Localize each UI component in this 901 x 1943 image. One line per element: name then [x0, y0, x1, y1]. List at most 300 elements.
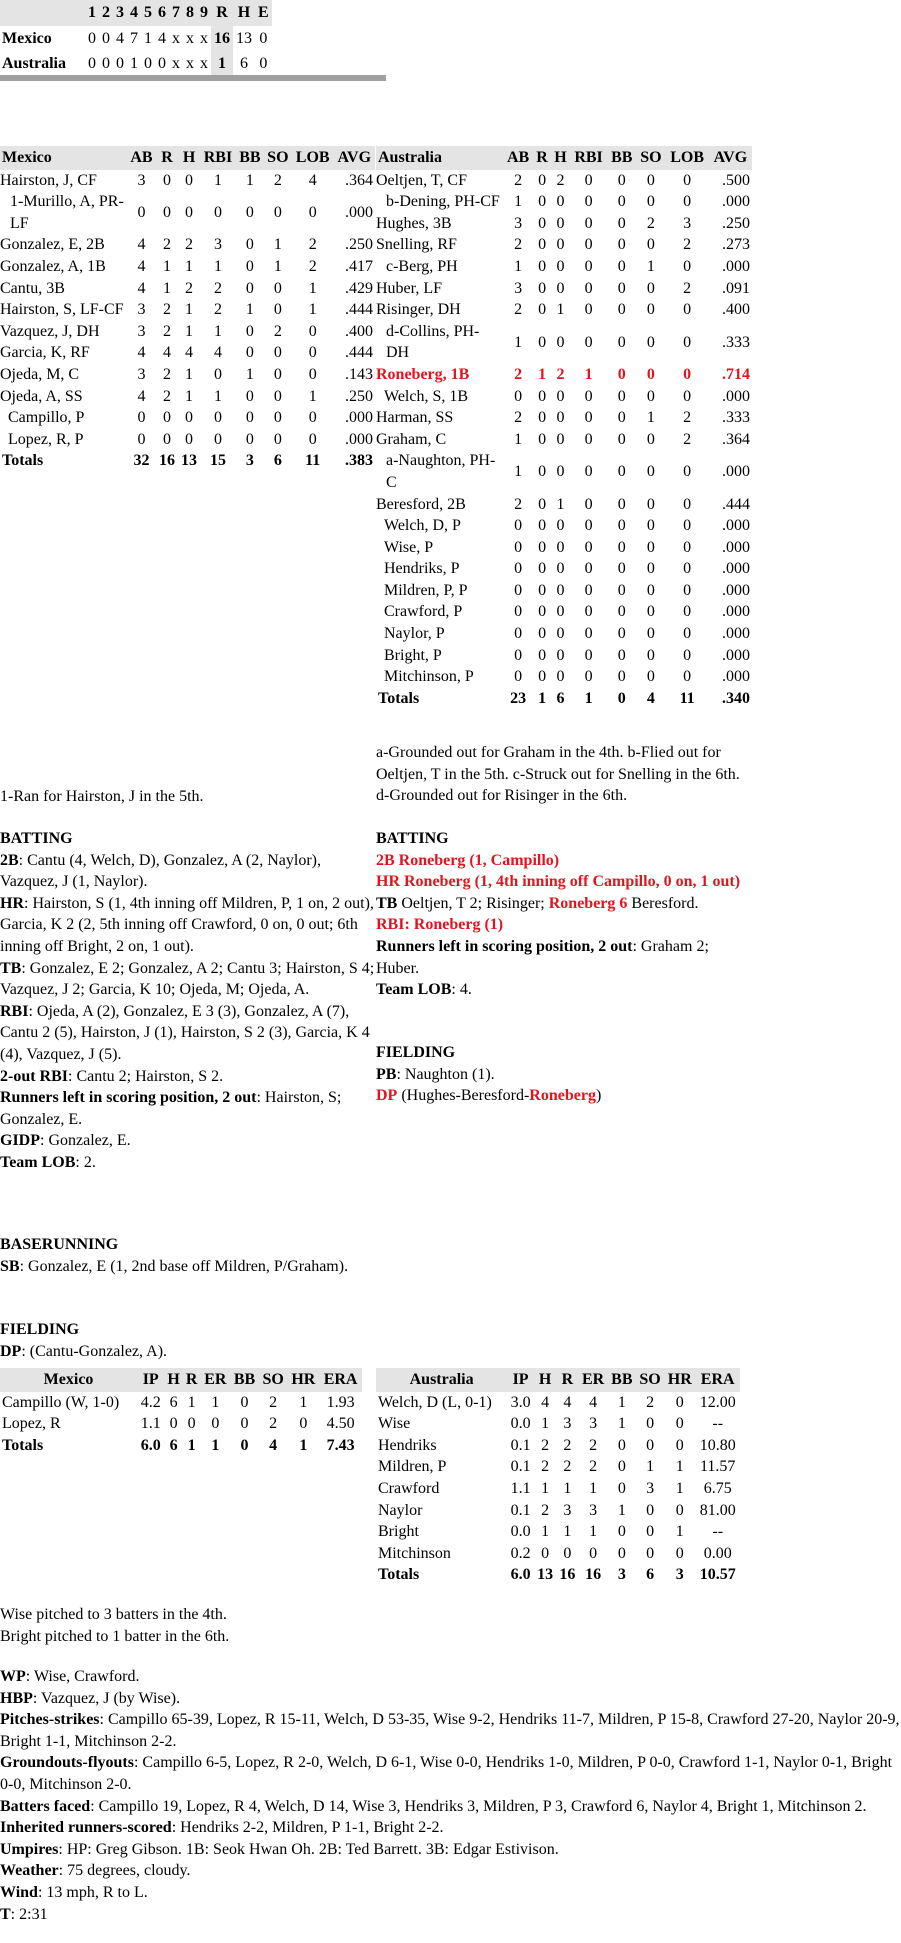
- stat-cell: 3: [683, 214, 692, 232]
- player-row: [376, 601, 752, 623]
- stat-cell: .500: [722, 171, 750, 189]
- stat-cell: 0: [683, 603, 692, 621]
- stat-cell: 0: [211, 1415, 220, 1433]
- stat-cell: 0: [538, 171, 547, 189]
- player-name: Snelling, RF: [376, 236, 457, 254]
- stat-cell: 0: [683, 668, 692, 686]
- stat-cell: 0: [646, 236, 655, 254]
- stat-cell: 0: [646, 603, 655, 621]
- inning-score: 0: [144, 55, 152, 73]
- stat-cell: 2: [541, 1501, 550, 1519]
- player-row: [376, 450, 752, 493]
- stat-cell: 0: [245, 203, 254, 221]
- stat-cell: 0: [514, 387, 523, 405]
- stat-cell: .000: [345, 430, 373, 448]
- info-label: WP: [0, 1668, 26, 1685]
- stat-cell: 1: [162, 257, 171, 275]
- stat-cell: .444: [345, 344, 373, 362]
- mexico-substitution-notes: 1-Ran for Hairston, J in the 5th.: [0, 788, 204, 805]
- hits-total: 13: [236, 29, 252, 47]
- stat-cell: 0: [617, 387, 626, 405]
- stat-cell: 0: [617, 1479, 626, 1497]
- stat-cell: 0: [617, 236, 626, 254]
- stat-cell: 0: [245, 236, 254, 254]
- info-label: Weather: [0, 1862, 59, 1880]
- info-line: [0, 1709, 900, 1752]
- total-cell: 6: [169, 1436, 178, 1454]
- stat-cell: 0: [137, 409, 146, 427]
- inning-score: 4: [158, 29, 166, 47]
- stat-cell: .714: [722, 365, 750, 383]
- stat-cell: 0: [584, 603, 593, 621]
- stat-cell: --: [712, 1523, 724, 1541]
- col-h: H: [551, 146, 570, 170]
- stat-cell: 2: [185, 279, 194, 297]
- stat-label: 2B: [0, 851, 19, 869]
- stat-cell: 0: [646, 538, 655, 556]
- player-name: Risinger, DH: [376, 301, 461, 319]
- col-r: R: [533, 146, 551, 170]
- stat-cell: 0: [617, 1458, 626, 1476]
- linescore-divider: [0, 75, 386, 81]
- pitcher-row: [376, 1478, 740, 1500]
- player-row: [376, 299, 752, 321]
- stat-cell: 0: [556, 387, 565, 405]
- mexico-batting-details: [0, 828, 375, 1174]
- stat-cell: 3: [137, 365, 146, 383]
- info-text: : Vazquez, J (by Wise).: [32, 1689, 181, 1707]
- stat-cell: 3: [213, 236, 222, 254]
- info-label: T: [0, 1905, 11, 1923]
- stat-cell: 1: [213, 257, 222, 275]
- stat-cell: 1: [675, 1458, 684, 1476]
- player-row: [376, 429, 752, 451]
- total-cell: 6: [646, 1566, 655, 1584]
- stat-cell: 1.93: [326, 1393, 355, 1411]
- stat-cell: 0: [556, 193, 565, 211]
- stat-cell: 2: [162, 236, 171, 254]
- pitcher-name: Welch, D (L, 0-1): [378, 1393, 492, 1411]
- col-so: SO: [636, 1368, 664, 1392]
- stat-cell: 2: [213, 301, 222, 319]
- stat-cell: 0.1: [510, 1501, 531, 1519]
- stat-cell: 3: [137, 301, 146, 319]
- stat-text: : 4.: [451, 981, 472, 999]
- stat-cell: 3: [563, 1415, 572, 1433]
- stat-cell: 0: [169, 1415, 178, 1433]
- stat-cell: 3: [589, 1501, 598, 1519]
- stat-cell: 0: [308, 365, 317, 383]
- total-cell: 32: [133, 452, 150, 470]
- stat-cell: .000: [345, 409, 373, 427]
- stat-cell: 0: [245, 430, 254, 448]
- stat-cell: 0: [538, 193, 547, 211]
- stat-cell: 2: [514, 301, 523, 319]
- stat-cell: 1: [563, 1479, 572, 1497]
- stat-cell: 2: [269, 1393, 278, 1411]
- player-row: [0, 299, 375, 321]
- stat-cell: 0: [299, 1415, 308, 1433]
- stat-cell: 2: [162, 322, 171, 340]
- total-cell: 4: [646, 689, 655, 707]
- stat-cell: 2: [589, 1436, 598, 1454]
- stat-cell: 4: [213, 344, 222, 362]
- totals-row: [0, 1435, 362, 1457]
- player-name: Gonzalez, E, 2B: [0, 236, 105, 254]
- pitcher-name: Naylor: [378, 1501, 423, 1519]
- stat-cell: 0: [646, 1544, 655, 1562]
- stat-cell: 0: [556, 236, 565, 254]
- stat-cell: 0: [514, 581, 523, 599]
- stat-cell: 0.1: [510, 1436, 531, 1454]
- stat-cell: 0: [683, 365, 692, 383]
- stat-text: : Hairston, S (1, 4th inning off Mildren, P, 1 on, 2 out), Garcia, K 2 (2, 5th inning off Crawford, 0 on, 0 out; 6th inning off Bright, 2 on, 1 out).: [0, 894, 374, 955]
- stat-cell: 2: [308, 236, 317, 254]
- stat-line: [0, 958, 375, 1001]
- player-name: Hairston, J, CF: [0, 171, 97, 189]
- stat-cell: 0: [683, 517, 692, 535]
- player-row: [0, 386, 375, 408]
- header-9: 9: [197, 0, 211, 26]
- header-1: 1: [85, 0, 99, 26]
- stat-cell: 2: [683, 236, 692, 254]
- stat-line: [0, 1130, 375, 1152]
- pitcher-row: [376, 1500, 740, 1522]
- stat-cell: 0: [617, 257, 626, 275]
- stat-cell: 1: [556, 495, 565, 513]
- col-r: R: [156, 146, 178, 170]
- stat-cell: 0: [584, 333, 593, 351]
- stat-cell: 0: [683, 495, 692, 513]
- stat-cell: 2: [162, 387, 171, 405]
- team-header: Mexico: [0, 1368, 137, 1392]
- player-row: [0, 170, 375, 192]
- stat-cell: 0: [308, 344, 317, 362]
- player-row: [376, 407, 752, 429]
- stat-cell: 3: [589, 1415, 598, 1433]
- stat-text: : Hairston, S; Gonzalez, E.: [0, 1089, 342, 1128]
- stat-cell: 0: [245, 279, 254, 297]
- col-ab: AB: [503, 146, 533, 170]
- inning-score: x: [200, 29, 208, 47]
- stat-cell: 3: [514, 279, 523, 297]
- stat-cell: 0: [646, 581, 655, 599]
- inning-score: 1: [144, 29, 152, 47]
- stat-cell: .364: [722, 430, 750, 448]
- info-line: [0, 1860, 900, 1882]
- stat-cell: 0: [646, 1501, 655, 1519]
- stat-cell: 0: [213, 203, 222, 221]
- player-name: Campillo, P: [8, 409, 85, 427]
- player-name: Huber, LF: [376, 279, 443, 297]
- stat-label: Runners left in scoring position, 2 out: [0, 1089, 257, 1107]
- stat-cell: 0: [683, 463, 692, 481]
- stat-cell: 2: [556, 365, 565, 383]
- stat-cell: 0: [538, 517, 547, 535]
- total-cell: 11: [305, 452, 321, 470]
- player-row: [0, 256, 375, 278]
- inning-score: 0: [102, 55, 110, 73]
- stat-cell: 1: [299, 1393, 308, 1411]
- stat-cell: 0: [584, 236, 593, 254]
- totals-row: [376, 1564, 740, 1586]
- total-cell: 6.0: [140, 1436, 161, 1454]
- stat-cell: .250: [345, 387, 373, 405]
- info-text: : 13 mph, R to L.: [37, 1883, 148, 1901]
- stat-cell: .000: [722, 603, 750, 621]
- stat-cell: 0: [646, 1523, 655, 1541]
- totals-row: [0, 450, 375, 472]
- stat-cell: 0: [646, 517, 655, 535]
- player-name: Gonzalez, A, 1B: [0, 257, 106, 275]
- stat-cell: 0: [556, 257, 565, 275]
- pitcher-row: [376, 1435, 740, 1457]
- player-name: Welch, S, 1B: [384, 387, 469, 405]
- inning-score: x: [200, 55, 208, 73]
- stat-cell: 0: [683, 646, 692, 664]
- stat-label: TB: [376, 894, 398, 912]
- game-info: [0, 1666, 900, 1925]
- stat-cell: 0: [617, 581, 626, 599]
- stat-cell: .000: [722, 257, 750, 275]
- stat-cell: 0: [245, 409, 254, 427]
- linescore-row: [0, 26, 272, 52]
- info-label: Inherited runners-scored: [0, 1819, 172, 1837]
- header-e: E: [255, 0, 272, 26]
- pitcher-name: Campillo (W, 1-0): [2, 1393, 120, 1411]
- stat-cell: 0: [538, 236, 547, 254]
- inning-score: 0: [88, 29, 96, 47]
- runs-total: 16: [211, 26, 233, 52]
- total-cell: 1: [299, 1436, 308, 1454]
- stat-cell: 0: [556, 463, 565, 481]
- stat-cell: 0: [584, 387, 593, 405]
- stat-cell: 0: [240, 1415, 249, 1433]
- stat-cell: 0: [617, 538, 626, 556]
- stat-cell: 4: [162, 344, 171, 362]
- stat-cell: 0: [538, 668, 547, 686]
- info-label: Groundouts-flyouts: [0, 1754, 134, 1772]
- stat-cell: 0: [514, 603, 523, 621]
- stat-cell: 4.50: [326, 1415, 355, 1433]
- player-row: [376, 234, 752, 256]
- player-name: d-Collins, PH-DH: [386, 322, 480, 362]
- stat-cell: 1: [514, 333, 523, 351]
- inning-score: 7: [130, 29, 138, 47]
- stat-cell: 0: [683, 581, 692, 599]
- player-row: [376, 666, 752, 688]
- australia-substitution-notes: a-Grounded out for Graham in the 4th. b-Flied out for Oeltjen, T in the 5th. c-Struck out for Snelling in the 6th. d-Grounded out for Risinger in the 6th.: [376, 744, 740, 805]
- pitcher-name: Mildren, P: [378, 1458, 447, 1476]
- stat-cell: 0: [584, 668, 593, 686]
- stat-cell: 1: [162, 279, 171, 297]
- section-title: FIELDING: [0, 1321, 80, 1338]
- stat-cell: 0: [646, 625, 655, 643]
- info-line: [0, 1688, 900, 1710]
- stat-cell: 2: [683, 409, 692, 427]
- stat-cell: 0: [584, 646, 593, 664]
- stat-cell: .400: [345, 322, 373, 340]
- inning-score: 1: [130, 55, 138, 73]
- stat-cell: 0: [617, 333, 626, 351]
- player-name: Ojeda, M, C: [0, 365, 80, 383]
- stat-cell: 0: [538, 409, 547, 427]
- header-3: 3: [113, 0, 127, 26]
- stat-cell: .333: [722, 409, 750, 427]
- stat-cell: 0: [538, 279, 547, 297]
- stat-cell: 0: [514, 538, 523, 556]
- col-avg: AVG: [709, 146, 752, 170]
- stat-cell: 6.75: [703, 1479, 732, 1497]
- stat-cell: 2: [589, 1458, 598, 1476]
- stat-cell: .444: [345, 301, 373, 319]
- player-name: 1-Murillo, A, PR-LF: [10, 193, 124, 232]
- info-label: Batters faced: [0, 1797, 91, 1815]
- stat-label: HR: [0, 894, 24, 912]
- stat-cell: 1: [541, 1415, 550, 1433]
- stat-cell: 4.2: [140, 1393, 161, 1411]
- col-rbi: RBI: [200, 146, 236, 170]
- stat-label: TB: [0, 959, 22, 977]
- highlight-text: Roneberg: [529, 1087, 596, 1105]
- col-h: H: [178, 146, 200, 170]
- stat-cell: 0: [514, 625, 523, 643]
- stat-cell: 2: [646, 214, 655, 232]
- stat-cell: 0: [308, 322, 317, 340]
- stat-cell: 0: [617, 279, 626, 297]
- stat-cell: .143: [345, 365, 373, 383]
- player-name: Crawford, P: [384, 603, 463, 621]
- player-row: [0, 321, 375, 343]
- player-row: [376, 213, 752, 235]
- inning-score: 0: [102, 29, 110, 47]
- player-name: Hairston, S, LF-CF: [0, 301, 124, 319]
- col-so: SO: [259, 1368, 288, 1392]
- stat-cell: 0: [538, 463, 547, 481]
- stat-cell: .000: [722, 463, 750, 481]
- stat-cell: 0: [584, 581, 593, 599]
- stat-cell: 6: [169, 1393, 178, 1411]
- stat-cell: 0: [683, 538, 692, 556]
- stat-cell: 0: [538, 495, 547, 513]
- total-cell: 13: [181, 452, 198, 470]
- stat-cell: 0: [646, 463, 655, 481]
- stat-cell: 0: [538, 581, 547, 599]
- team-header: Australia: [376, 146, 503, 170]
- col-er: ER: [579, 1368, 608, 1392]
- pitcher-row: [376, 1543, 740, 1565]
- player-row: [0, 407, 375, 429]
- stat-cell: 0: [584, 560, 593, 578]
- stat-cell: 1: [675, 1479, 684, 1497]
- stat-cell: 0: [683, 333, 692, 351]
- aus-2b: 2B Roneberg (1, Campillo): [376, 851, 560, 869]
- stat-cell: 0: [273, 365, 282, 383]
- total-cell: 13: [537, 1566, 554, 1584]
- pitcher-row: [376, 1521, 740, 1543]
- stat-cell: 1: [211, 1393, 220, 1411]
- mexico-pitching-table: [0, 1368, 362, 1456]
- stat-cell: 1: [514, 463, 523, 481]
- stat-label: DP: [376, 1087, 398, 1105]
- player-row: [376, 623, 752, 645]
- stat-cell: 0: [538, 257, 547, 275]
- total-cell: 1: [187, 1436, 196, 1454]
- inning-score: x: [172, 55, 180, 73]
- stat-cell: .000: [722, 646, 750, 664]
- aus-hr: HR Roneberg (1, 4th inning off Campillo, 0 on, 1 out): [376, 873, 741, 891]
- stat-cell: 0: [538, 214, 547, 232]
- stat-cell: 2: [563, 1436, 572, 1454]
- col-h: H: [164, 1368, 183, 1392]
- stat-cell: 0: [646, 171, 655, 189]
- stat-cell: 0: [584, 409, 593, 427]
- player-row: [376, 364, 752, 386]
- info-label: HBP: [0, 1689, 33, 1707]
- total-cell: 3: [617, 1566, 626, 1584]
- stat-cell: 1: [646, 1458, 655, 1476]
- stat-text: Oeltjen, T 2; Risinger;: [397, 894, 549, 912]
- player-name: Hendriks, P: [384, 560, 460, 578]
- col-ab: AB: [127, 146, 156, 170]
- col-era: ERA: [695, 1368, 740, 1392]
- stat-cell: 0: [683, 171, 692, 189]
- total-cell: 1: [538, 689, 547, 707]
- stat-cell: 0: [617, 301, 626, 319]
- stat-cell: 0: [245, 257, 254, 275]
- stat-cell: 1: [514, 193, 523, 211]
- player-row: [376, 515, 752, 537]
- stat-cell: 1: [185, 387, 194, 405]
- stat-cell: 0: [646, 560, 655, 578]
- stat-cell: 4: [137, 236, 146, 254]
- col-so: SO: [264, 146, 292, 170]
- player-row: [376, 256, 752, 278]
- stat-cell: 0: [584, 625, 593, 643]
- stat-cell: 0: [646, 495, 655, 513]
- stat-cell: 0: [617, 193, 626, 211]
- info-line: [0, 1904, 900, 1926]
- stat-cell: 0: [683, 301, 692, 319]
- pitcher-name: Bright: [378, 1523, 419, 1541]
- stat-cell: 0: [556, 333, 565, 351]
- player-name: Mitchinson, P: [384, 668, 474, 686]
- stat-cell: 0: [584, 193, 593, 211]
- info-text: : HP: Greg Gibson. 1B: Seok Hwan Oh. 2B: Ted Barrett. 3B: Edgar Estivison.: [58, 1840, 559, 1858]
- pitcher-row: [376, 1456, 740, 1478]
- stat-cell: 0: [584, 171, 593, 189]
- runs-total: 1: [211, 51, 233, 77]
- stat-line: [0, 850, 375, 893]
- total-cell: 4: [269, 1436, 278, 1454]
- stat-label: Runners left in scoring position, 2 out: [376, 937, 633, 955]
- stat-cell: 0: [538, 560, 547, 578]
- errors-total: 0: [259, 29, 268, 47]
- stat-cell: 2: [514, 365, 523, 383]
- player-name: c-Berg, PH: [386, 257, 458, 275]
- stat-text: : Ojeda, A (2), Gonzalez, E 3 (3), Gonzalez, A (7), Cantu 2 (5), Hairston, J (1), Hairston, S 2 (3), Garcia, K 4 (4), Vazquez, J (5).: [0, 1002, 370, 1063]
- player-name: Welch, D, P: [384, 517, 461, 535]
- mexico-baserunning: [0, 1234, 375, 1277]
- stat-cell: 0: [617, 171, 626, 189]
- info-line: [0, 1882, 900, 1904]
- stat-cell: 2: [514, 409, 523, 427]
- stat-text: : Cantu (4, Welch, D), Gonzalez, A (2, Naylor), Vazquez, J (1, Naylor).: [0, 851, 322, 891]
- stat-cell: 0: [617, 430, 626, 448]
- stat-cell: 11.57: [699, 1458, 736, 1476]
- player-name: Garcia, K, RF: [0, 344, 90, 362]
- stat-cell: 0: [646, 430, 655, 448]
